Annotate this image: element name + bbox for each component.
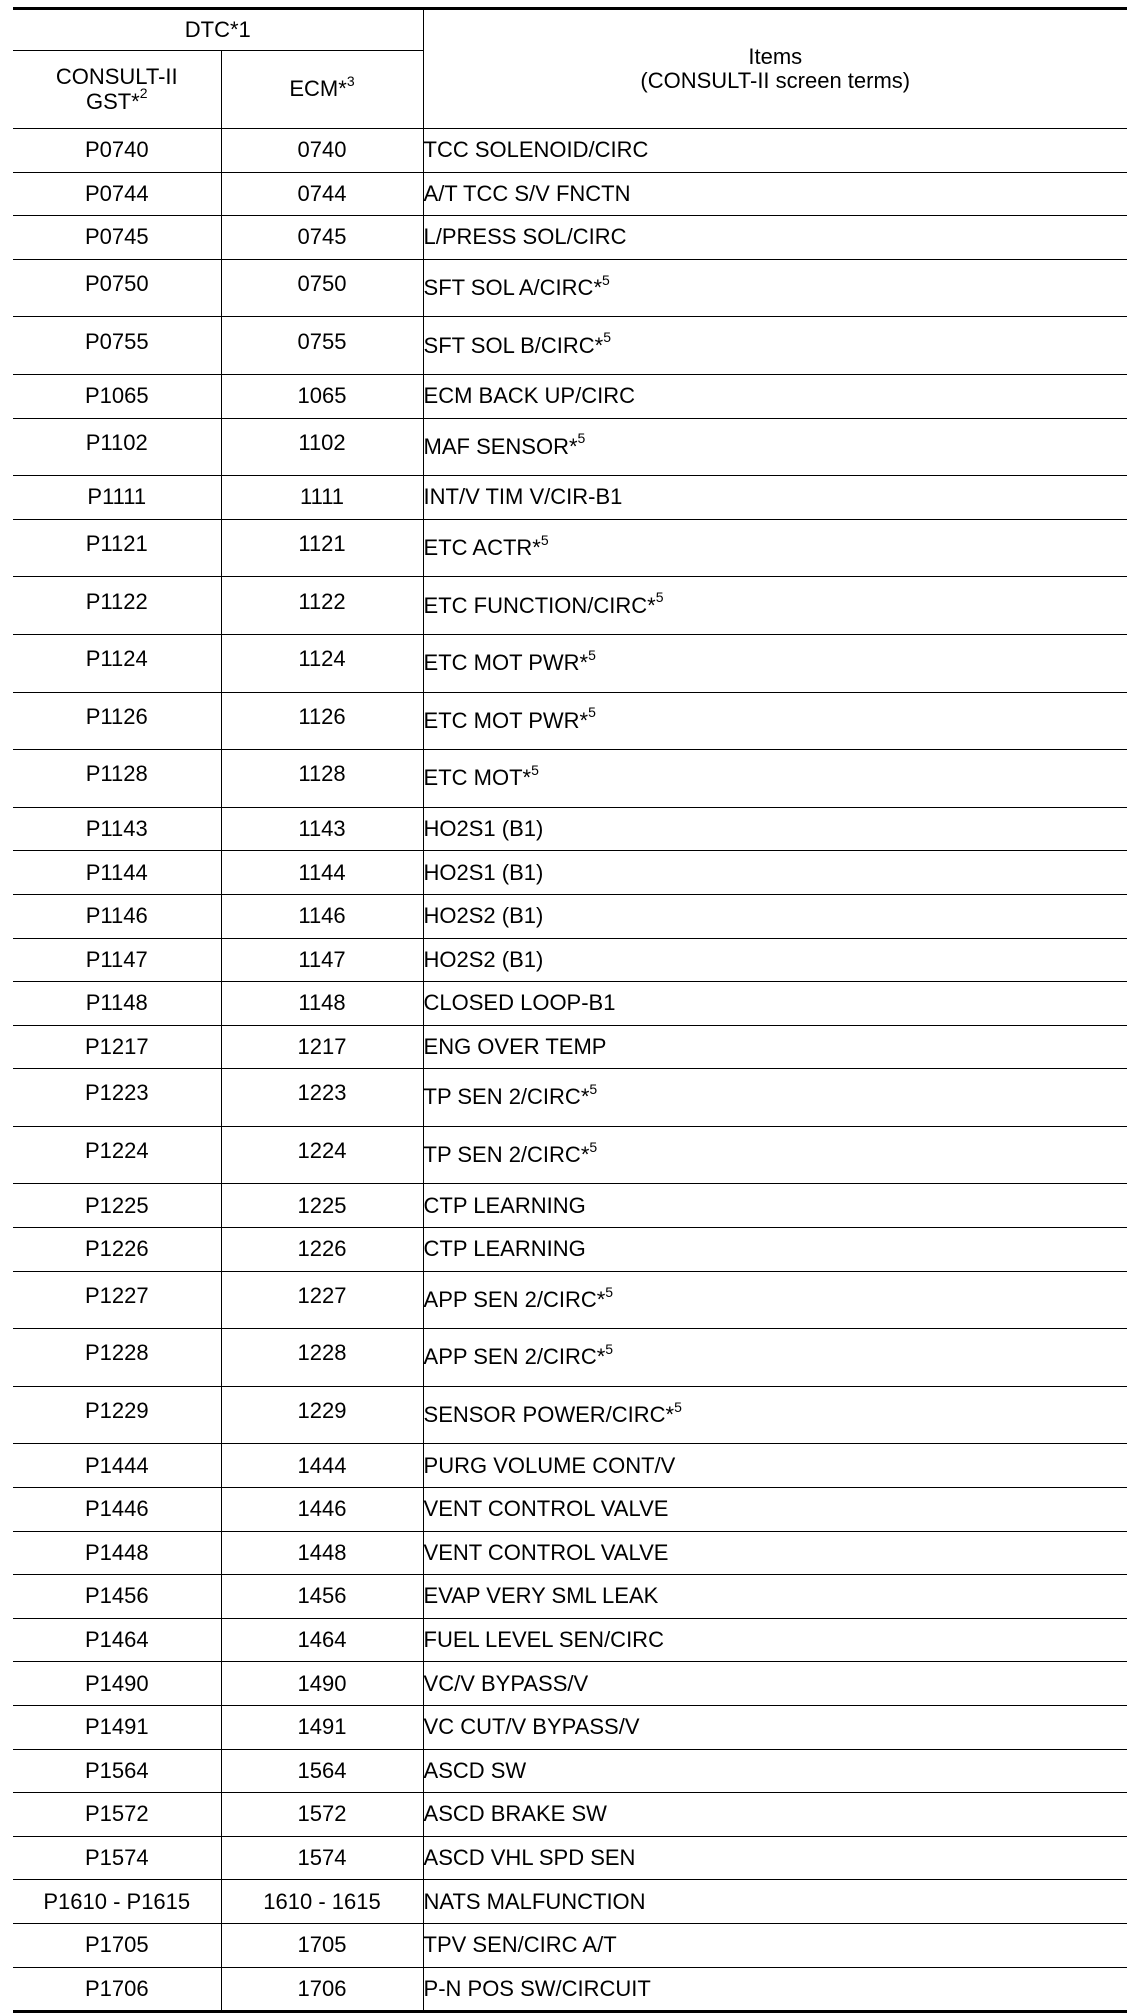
ecm-code-cell: 1456 <box>221 1575 423 1619</box>
item-cell <box>423 1793 1127 1837</box>
item-text: APP SEN 2/CIRC* <box>423 1286 606 1312</box>
ecm-code-cell: 1121 <box>221 519 423 577</box>
item-cell <box>423 129 1127 173</box>
table-row <box>13 1662 1127 1706</box>
items-header-line2: (CONSULT-II screen terms) <box>640 68 911 93</box>
item-footnote-sup: 5 <box>602 271 610 288</box>
item-footnote-sup: 5 <box>577 430 586 447</box>
gst-code-cell: P1444 <box>13 1444 221 1488</box>
item-text: ENG OVER TEMP <box>423 1033 607 1059</box>
table-row <box>13 374 1127 418</box>
ecm-code-cell: 1491 <box>221 1706 423 1750</box>
ecm-code-cell: 1148 <box>221 982 423 1026</box>
item-cell <box>423 634 1127 692</box>
item-cell <box>423 1706 1127 1750</box>
gst-code-cell: P1491 <box>13 1706 221 1750</box>
gst-code-cell: P1144 <box>13 851 221 895</box>
ecm-code-cell: 1122 <box>221 577 423 635</box>
gst-code-cell: P1217 <box>13 1025 221 1069</box>
gst-code-cell: P1121 <box>13 519 221 577</box>
item-footnote-sup: 5 <box>674 1398 682 1415</box>
item-text: VENT CONTROL VALVE <box>423 1539 669 1565</box>
item-text: CTP LEARNING <box>423 1236 586 1262</box>
item-footnote-sup: 5 <box>588 646 596 663</box>
gst-code-cell: P1574 <box>13 1836 221 1880</box>
header-row-top <box>13 9 1127 51</box>
gst-code-cell: P0750 <box>13 259 221 317</box>
item-text: ETC MOT* <box>423 765 532 791</box>
table-row <box>13 982 1127 1026</box>
item-cell <box>423 1575 1127 1619</box>
gst-code-cell: P1143 <box>13 807 221 851</box>
item-cell <box>423 938 1127 982</box>
table-row <box>13 1923 1127 1967</box>
table-row <box>13 1793 1127 1837</box>
item-text: APP SEN 2/CIRC* <box>423 1344 606 1370</box>
item-text: ETC MOT PWR* <box>423 707 589 733</box>
ecm-code-cell: 1065 <box>221 374 423 418</box>
ecm-code-cell: 1102 <box>221 418 423 476</box>
table-row <box>13 172 1127 216</box>
item-footnote-sup: 5 <box>655 589 664 606</box>
ecm-code-cell: 1229 <box>221 1386 423 1444</box>
gst-code-cell: P0745 <box>13 216 221 260</box>
ecm-code-cell: 1144 <box>221 851 423 895</box>
item-text: NATS MALFUNCTION <box>423 1888 646 1914</box>
gst-code-cell: P1610 - P1615 <box>13 1880 221 1924</box>
item-cell <box>423 172 1127 216</box>
table-row <box>13 519 1127 577</box>
item-cell <box>423 216 1127 260</box>
table-row <box>13 1228 1127 1272</box>
gst-code-cell: P1146 <box>13 894 221 938</box>
table-row <box>13 129 1127 173</box>
gst-code-cell: P1572 <box>13 1793 221 1837</box>
gst-code-cell: P1227 <box>13 1271 221 1329</box>
item-cell <box>423 1531 1127 1575</box>
item-footnote-sup: 5 <box>605 1341 614 1358</box>
gst-code-cell: P1124 <box>13 634 221 692</box>
ecm-code-cell: 1446 <box>221 1488 423 1532</box>
ecm-code-cell: 1705 <box>221 1923 423 1967</box>
table-row <box>13 1271 1127 1329</box>
table-row <box>13 807 1127 851</box>
gst-header <box>13 51 221 129</box>
table-row <box>13 1025 1127 1069</box>
item-text: HO2S2 (B1) <box>423 946 544 972</box>
ecm-code-cell: 0744 <box>221 172 423 216</box>
item-cell <box>423 1880 1127 1924</box>
item-cell <box>423 1228 1127 1272</box>
gst-code-cell: P1226 <box>13 1228 221 1272</box>
ecm-code-cell: 1223 <box>221 1069 423 1127</box>
item-footnote-sup: 5 <box>603 329 612 346</box>
item-cell <box>423 1184 1127 1228</box>
item-text: SFT SOL A/CIRC* <box>423 274 603 300</box>
item-footnote-sup: 5 <box>589 1138 598 1155</box>
gst-code-cell: P1111 <box>13 476 221 520</box>
ecm-code-cell: 1226 <box>221 1228 423 1272</box>
item-cell <box>423 1749 1127 1793</box>
gst-code-cell: P1126 <box>13 692 221 750</box>
table-row <box>13 1444 1127 1488</box>
table-row <box>13 894 1127 938</box>
ecm-code-cell: 1111 <box>221 476 423 520</box>
table-row <box>13 577 1127 635</box>
gst-code-cell: P0744 <box>13 172 221 216</box>
item-text: EVAP VERY SML LEAK <box>423 1583 659 1609</box>
table-row <box>13 1488 1127 1532</box>
item-footnote-sup: 5 <box>605 1283 614 1300</box>
table-row <box>13 1126 1127 1184</box>
item-text: VC CUT/V BYPASS/V <box>423 1714 640 1740</box>
ecm-code-cell: 0755 <box>221 317 423 375</box>
ecm-code-cell: 1448 <box>221 1531 423 1575</box>
gst-code-cell: P1224 <box>13 1126 221 1184</box>
gst-code-cell: P1448 <box>13 1531 221 1575</box>
table-row <box>13 1531 1127 1575</box>
table-row <box>13 317 1127 375</box>
item-cell <box>423 1488 1127 1532</box>
item-text: TP SEN 2/CIRC* <box>423 1142 590 1168</box>
table-row <box>13 692 1127 750</box>
item-text: TPV SEN/CIRC A/T <box>423 1932 617 1958</box>
gst-code-cell: P1102 <box>13 418 221 476</box>
gst-code-cell: P1705 <box>13 1923 221 1967</box>
ecm-code-cell: 1490 <box>221 1662 423 1706</box>
table-row <box>13 1575 1127 1619</box>
item-text: ASCD SW <box>423 1757 527 1783</box>
table-row <box>13 1069 1127 1127</box>
item-cell <box>423 1967 1127 2012</box>
dtc-table <box>13 7 1127 2013</box>
gst-code-cell: P1464 <box>13 1618 221 1662</box>
item-cell <box>423 982 1127 1026</box>
gst-code-cell: P1490 <box>13 1662 221 1706</box>
gst-header-line2: GST* <box>85 88 140 114</box>
item-cell <box>423 519 1127 577</box>
ecm-header-label: ECM* <box>289 76 347 102</box>
item-cell <box>423 894 1127 938</box>
item-cell <box>423 374 1127 418</box>
table-row <box>13 1184 1127 1228</box>
ecm-code-cell: 1126 <box>221 692 423 750</box>
item-text: CTP LEARNING <box>423 1192 586 1218</box>
item-cell <box>423 259 1127 317</box>
item-footnote-sup: 5 <box>540 531 549 548</box>
gst-code-cell: P1122 <box>13 577 221 635</box>
table-row <box>13 216 1127 260</box>
table-row <box>13 1386 1127 1444</box>
gst-code-cell: P1706 <box>13 1967 221 2012</box>
ecm-code-cell: 1227 <box>221 1271 423 1329</box>
item-cell <box>423 1444 1127 1488</box>
items-header-line1: Items <box>748 43 803 69</box>
item-text: A/T TCC S/V FNCTN <box>423 180 631 206</box>
item-text: INT/V TIM V/CIR-B1 <box>423 484 623 510</box>
ecm-code-cell: 1228 <box>221 1329 423 1387</box>
ecm-code-cell: 1574 <box>221 1836 423 1880</box>
item-cell <box>423 1662 1127 1706</box>
item-cell <box>423 692 1127 750</box>
ecm-code-cell: 1464 <box>221 1618 423 1662</box>
ecm-code-cell: 1225 <box>221 1184 423 1228</box>
table-row <box>13 1749 1127 1793</box>
gst-code-cell: P0740 <box>13 129 221 173</box>
item-cell <box>423 577 1127 635</box>
item-text: FUEL LEVEL SEN/CIRC <box>423 1627 664 1653</box>
item-cell <box>423 750 1127 808</box>
table-row <box>13 1880 1127 1924</box>
item-footnote-sup: 5 <box>588 704 596 721</box>
items-header <box>423 9 1127 129</box>
item-cell <box>423 1836 1127 1880</box>
item-text: ETC FUNCTION/CIRC* <box>423 592 656 618</box>
gst-code-cell: P1147 <box>13 938 221 982</box>
item-text: VC/V BYPASS/V <box>423 1670 589 1696</box>
item-text: ASCD VHL SPD SEN <box>423 1844 636 1870</box>
item-text: SENSOR POWER/CIRC* <box>423 1402 675 1428</box>
item-text: ETC MOT PWR* <box>423 650 589 676</box>
ecm-header-sup: 3 <box>346 73 355 90</box>
table-row <box>13 1618 1127 1662</box>
ecm-code-cell: 1143 <box>221 807 423 851</box>
ecm-code-cell: 1128 <box>221 750 423 808</box>
item-cell <box>423 851 1127 895</box>
gst-header-line1: CONSULT-II <box>55 64 178 90</box>
ecm-code-cell: 0750 <box>221 259 423 317</box>
table-row <box>13 418 1127 476</box>
item-footnote-sup: 5 <box>589 1081 598 1098</box>
ecm-code-cell: 1444 <box>221 1444 423 1488</box>
ecm-code-cell: 1217 <box>221 1025 423 1069</box>
table-row <box>13 1967 1127 2012</box>
item-text: ECM BACK UP/CIRC <box>423 383 635 409</box>
ecm-code-cell: 1124 <box>221 634 423 692</box>
item-text: MAF SENSOR* <box>423 433 578 459</box>
item-text: HO2S1 (B1) <box>423 815 544 841</box>
gst-code-cell: P1228 <box>13 1329 221 1387</box>
gst-code-cell: P1148 <box>13 982 221 1026</box>
gst-code-cell: P1456 <box>13 1575 221 1619</box>
item-text: ASCD BRAKE SW <box>423 1801 607 1827</box>
table-row <box>13 476 1127 520</box>
gst-code-cell: P1065 <box>13 374 221 418</box>
table-row <box>13 851 1127 895</box>
ecm-code-cell: 0740 <box>221 129 423 173</box>
ecm-code-cell: 0745 <box>221 216 423 260</box>
item-cell <box>423 1069 1127 1127</box>
table-row <box>13 1329 1127 1387</box>
item-cell <box>423 317 1127 375</box>
item-text: P-N POS SW/CIRCUIT <box>423 1975 651 2001</box>
gst-code-cell: P1446 <box>13 1488 221 1532</box>
ecm-code-cell: 1706 <box>221 1967 423 2012</box>
item-text: SFT SOL B/CIRC* <box>423 332 604 358</box>
table-row <box>13 750 1127 808</box>
item-text: L/PRESS SOL/CIRC <box>423 224 627 250</box>
table-header <box>13 9 1127 129</box>
dtc-header: DTC*1 <box>13 9 423 51</box>
table-body <box>13 129 1127 2012</box>
ecm-code-cell: 1224 <box>221 1126 423 1184</box>
item-text: CLOSED LOOP-B1 <box>423 990 616 1016</box>
ecm-code-cell: 1147 <box>221 938 423 982</box>
item-cell <box>423 1329 1127 1387</box>
item-cell <box>423 476 1127 520</box>
item-cell <box>423 1618 1127 1662</box>
item-text: HO2S1 (B1) <box>423 859 544 885</box>
ecm-header <box>221 51 423 129</box>
gst-header-sup: 2 <box>139 85 148 102</box>
item-footnote-sup: 5 <box>531 762 539 778</box>
ecm-code-cell: 1564 <box>221 1749 423 1793</box>
gst-code-cell: P0755 <box>13 317 221 375</box>
table-row <box>13 634 1127 692</box>
item-text: ETC ACTR* <box>423 534 541 560</box>
item-cell <box>423 1923 1127 1967</box>
item-cell <box>423 1271 1127 1329</box>
gst-code-cell: P1564 <box>13 1749 221 1793</box>
item-text: TCC SOLENOID/CIRC <box>423 137 649 163</box>
item-cell <box>423 1126 1127 1184</box>
item-text: VENT CONTROL VALVE <box>423 1496 669 1522</box>
table-row <box>13 259 1127 317</box>
item-text: PURG VOLUME CONT/V <box>423 1452 676 1478</box>
gst-code-cell: P1225 <box>13 1184 221 1228</box>
gst-code-cell: P1128 <box>13 750 221 808</box>
item-cell <box>423 418 1127 476</box>
ecm-code-cell: 1610 - 1615 <box>221 1880 423 1924</box>
gst-code-cell: P1223 <box>13 1069 221 1127</box>
table-row <box>13 938 1127 982</box>
item-cell <box>423 1386 1127 1444</box>
ecm-code-cell: 1146 <box>221 894 423 938</box>
table-row <box>13 1706 1127 1750</box>
item-text: HO2S2 (B1) <box>423 903 544 929</box>
item-text: TP SEN 2/CIRC* <box>423 1084 590 1110</box>
item-cell <box>423 1025 1127 1069</box>
gst-code-cell: P1229 <box>13 1386 221 1444</box>
item-cell <box>423 807 1127 851</box>
table-row <box>13 1836 1127 1880</box>
ecm-code-cell: 1572 <box>221 1793 423 1837</box>
